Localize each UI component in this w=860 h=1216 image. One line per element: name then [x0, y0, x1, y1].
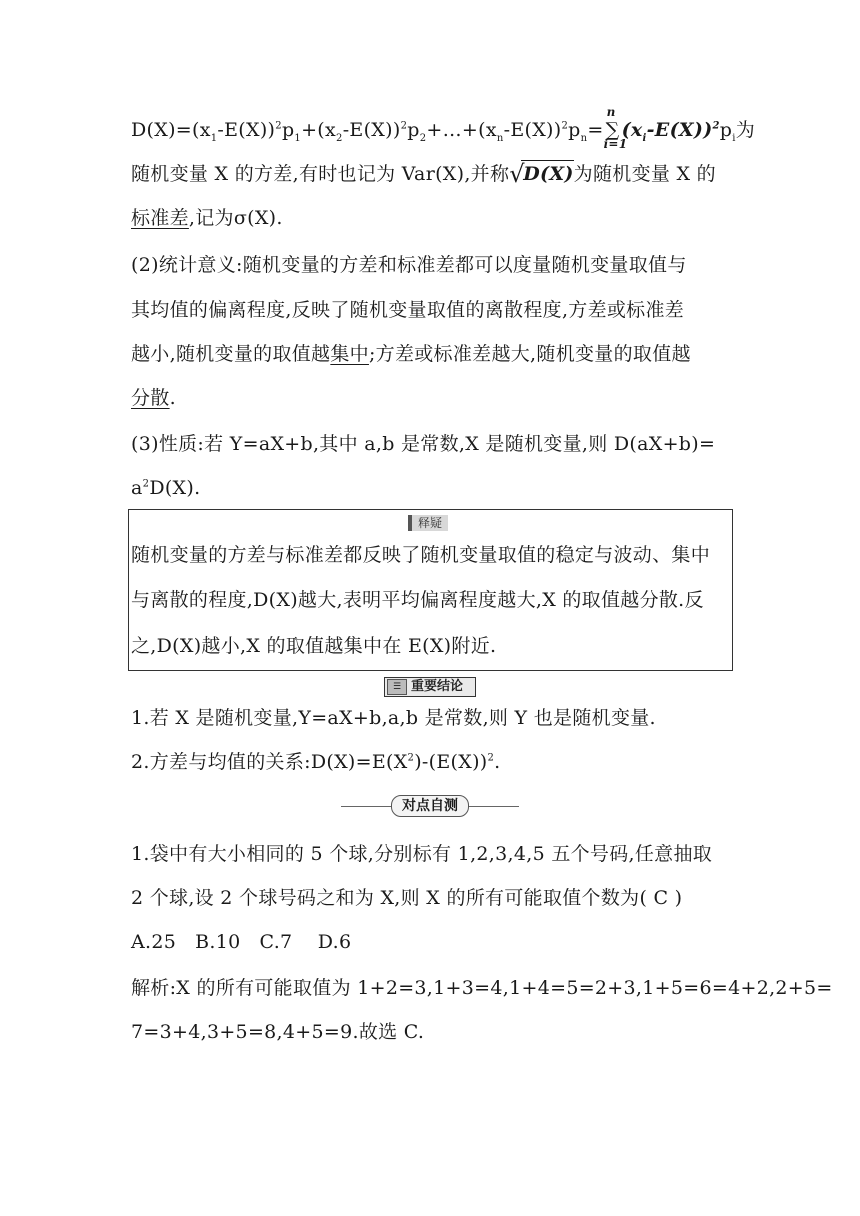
self-test-heading: 对点自测	[341, 794, 519, 818]
question-1-options: A.25 B.10 C.7 D.6	[131, 931, 352, 953]
text-line-5: 其均值的偏离程度,反映了随机变量取值的离散程度,方差或标准差	[131, 299, 685, 321]
note-line-3: 之,D(X)越小,X 的取值越集中在 E(X)附近.	[131, 635, 497, 657]
conclusion-badge: ☰ 重要结论	[384, 677, 476, 697]
note-icon: ☰	[387, 679, 407, 695]
text-line-8: (3)性质:若 Y=aX+b,其中 a,b 是常数,X 是随机变量,则 D(aX+b)=	[131, 433, 716, 455]
note-badge: 释疑	[408, 515, 448, 531]
summation-symbol: n ∑ i=1	[603, 105, 628, 151]
note-line-1: 随机变量的方差与标准差都反映了随机变量取值的稳定与波动、集中	[131, 544, 711, 566]
solution-line-2: 7=3+4,3+5=8,4+5=9.故选 C.	[131, 1021, 425, 1043]
sqrt-symbol: √ D(X)	[509, 160, 574, 188]
variance-formula: $D(X)=(x_1-E(X))^2p_1+(x_2-E(X))^2p_2+\dots+(x_n-E(X))^2p_n=$ n ∑ i=1 $(x_i-E(X))^2p_i$为	[131, 105, 756, 151]
text-line-9: $a^2D(X)$.	[131, 477, 201, 499]
question-1-line-2: 2 个球,设 2 个球号码之和为 X,则 X 的所有可能取值个数为( C )	[131, 887, 683, 909]
text-line-2: 随机变量 X 的方差,有时也记为 Var(X),并称 √ D(X)为随机变量 X 的	[131, 160, 716, 188]
text-line-6: 越小,随机变量的取值越集中;方差或标准差越大,随机变量的取值越	[131, 343, 691, 365]
text-line-3: 标准差,记为σ(X).	[131, 207, 283, 229]
question-1-line-1: 1.袋中有大小相同的 5 个球,分别标有 1,2,3,4,5 五个号码,任意抽取	[131, 843, 713, 865]
solution-line-1: 解析:X 的所有可能取值为 1+2=3,1+3=4,1+4=5=2+3,1+5=6=4+2,2+5=	[131, 977, 833, 999]
note-line-2: 与离散的程度,D(X)越大,表明平均偏离程度越大,X 的取值越分散.反	[131, 589, 704, 611]
conclusion-1: 1.若 X 是随机变量,Y=aX+b,a,b 是常数,则 Y 也是随机变量.	[131, 707, 656, 729]
conclusion-2: 2.方差与均值的关系$:D(X)=E(X^2)-(E(X))^2$.	[131, 751, 501, 773]
text-line-7: 分散.	[131, 387, 176, 409]
text-line-4: (2)统计意义:随机变量的方差和标准差都可以度量随机变量取值与	[131, 254, 687, 276]
